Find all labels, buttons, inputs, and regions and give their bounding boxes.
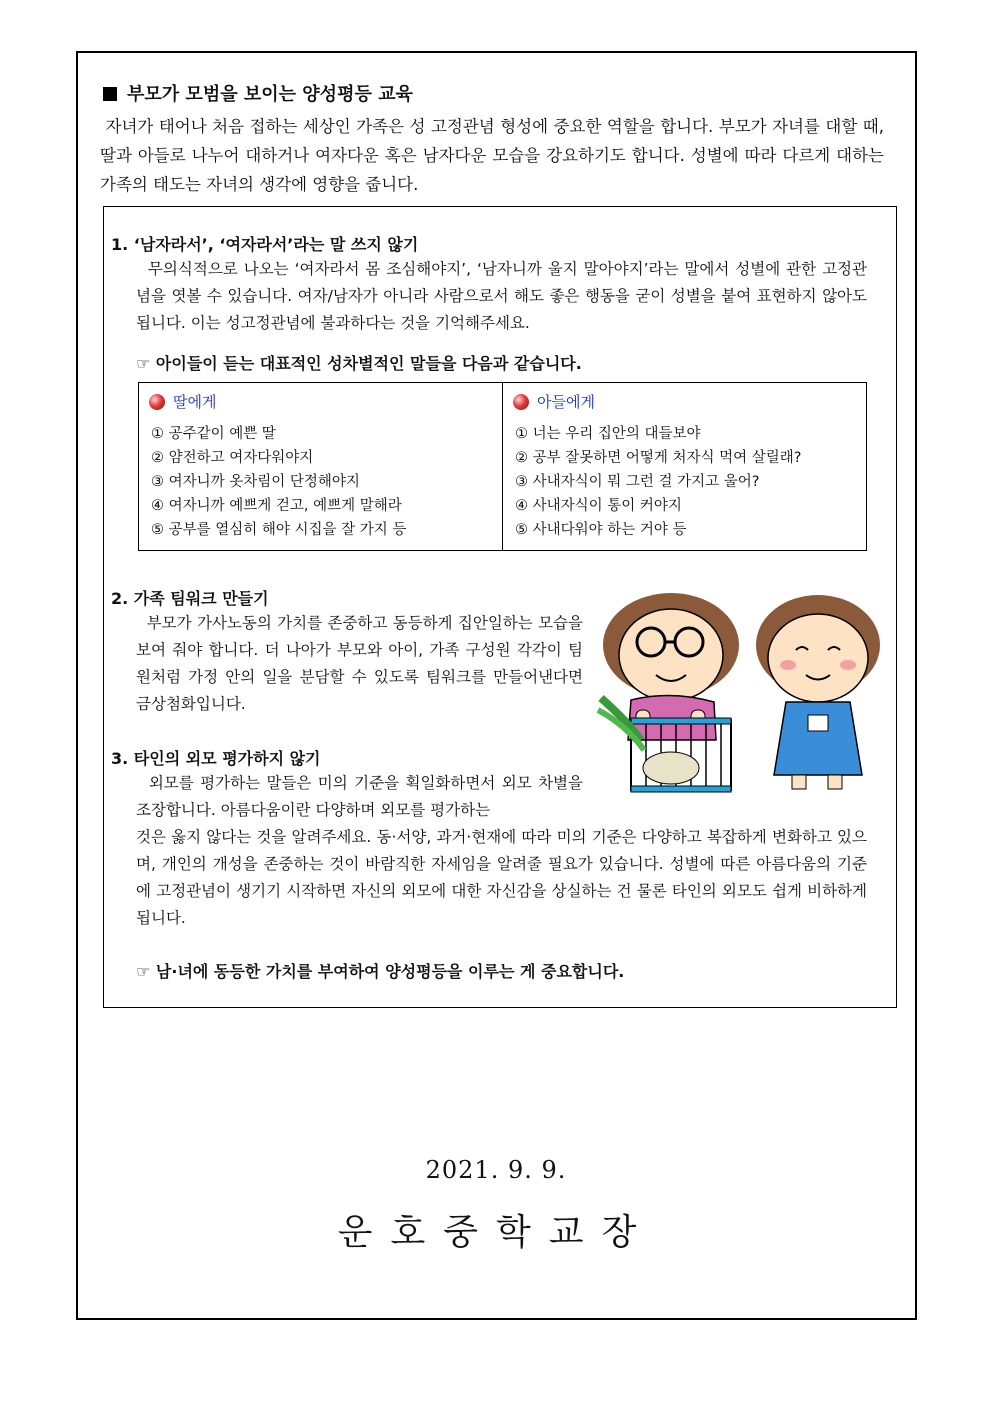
list-item: ④ 여자니까 예쁘게 걷고, 예쁘게 말해라 [151,498,402,514]
son-header [513,391,856,412]
section1-body [136,256,867,337]
section2-body [136,610,583,718]
list-item: ① 너는 우리 집안의 대들보야 [515,426,701,442]
list-item: ③ 사내자식이 뭐 그런 걸 가지고 울어? [515,474,760,490]
sexist-phrases-table [138,382,867,551]
list-item: ④ 사내자식이 통이 커야지 [515,498,682,514]
daughter-header-label: 딸에게 [173,393,217,411]
list-item: ⑤ 사내다워야 하는 거야 등 [515,522,687,538]
red-ball-icon [513,394,529,410]
principal-signature: 운호중학교장 [337,1212,655,1253]
daughter-column [139,383,502,550]
daughter-header [149,391,492,412]
intro-paragraph [100,112,884,199]
section2-title: 2. 가족 팀워크 만들기 [111,589,269,608]
section3-body-part1-text: 외모를 평가하는 말들은 미의 기준을 획일화하면서 외모 차별을 조장합니다. 아름다움이란 다양하며 외모를 평가하는 [136,774,583,819]
section2-body-text: 부모가 가사노동의 가치를 존중하고 동등하게 집안일하는 모습을 보여 줘야 합니다. 더 나아가 부모와 아이, 가족 구성원 각각이 팀원처럼 가정 안의 일을 분담할 수 있도록 팀워크를 만들어낸다면 금상첨화입니다. [136,614,583,713]
date: 2021. 9. 9. [425,1156,567,1184]
list-item: ⑤ 공부를 열심히 해야 시집을 잘 가지 등 [151,522,407,538]
intro-text: 자녀가 태어나 처음 접하는 세상인 가족은 성 고정관념 형성에 중요한 역할을 합니다. 부모가 자녀를 대할 때, 딸과 아들로 나누어 대하거나 여자다운 혹은 남자다운 모습을 강요하기도 합니다. 성별에 따라 다르게 대하는 가족의 태도는 자녀의 생각에 영향을 줍니다. [100,117,884,194]
section3-body-part1 [136,770,583,824]
section1-title: 1. ‘남자라서’, ‘여자라서’라는 말 쓰지 않기 [111,235,419,254]
list-item: ② 얌전하고 여자다워야지 [151,450,314,466]
list-item: ③ 여자니까 옷차림이 단정해야지 [151,474,360,490]
section1-body-text: 무의식적으로 나오는 ‘여자라서 몸 조심해야지’, ‘남자니까 울지 말아야지’라는 말에서 성별에 관한 고정관념을 엿볼 수 있습니다. 여자/남자가 아니라 사람으로서 해도 좋은 행동을 굳이 성별을 붙여 표현하지 않아도 됩니다. 이는 성고정관념에 불과하다는 것을 기억해주세요. [136,260,867,332]
section3-note: ☞ 남·녀에 동등한 가치를 부여하여 양성평등을 이루는 게 중요합니다. [136,962,625,981]
list-item: ① 공주같이 예쁜 딸 [151,426,276,442]
list-item: ② 공부 잘못하면 어떻게 처자식 먹여 살릴래? [515,450,802,466]
section-heading [103,80,413,106]
square-bullet-icon [103,87,117,101]
section3-title: 3. 타인의 외모 평가하지 않기 [111,749,321,768]
heading-text: 부모가 모범을 보이는 양성평등 교육 [127,84,413,105]
red-ball-icon [149,394,165,410]
son-column [502,383,866,550]
family-illustration [596,590,886,800]
son-header-label: 아들에게 [537,393,595,411]
section3-body-part2: 것은 옳지 않다는 것을 알려주세요. 동·서양, 과거·현재에 따라 미의 기준은 다양하고 복잡하게 변화하고 있으며, 개인의 개성을 존중하는 것이 바람직한 자세임을 알려줄 필요가 있습니다. 성별에 따른 아름다움의 기준에 고정관념이 생기기 시작하면 자신의 외모에 대한 자신감을 상실하는 건 물론 타인의 외모도 쉽게 비하하게 됩니다. [136,828,867,927]
section1-note: ☞ 아이들이 듣는 대표적인 성차별적인 말들을 다음과 같습니다. [136,354,582,373]
girl-figure [756,595,880,789]
